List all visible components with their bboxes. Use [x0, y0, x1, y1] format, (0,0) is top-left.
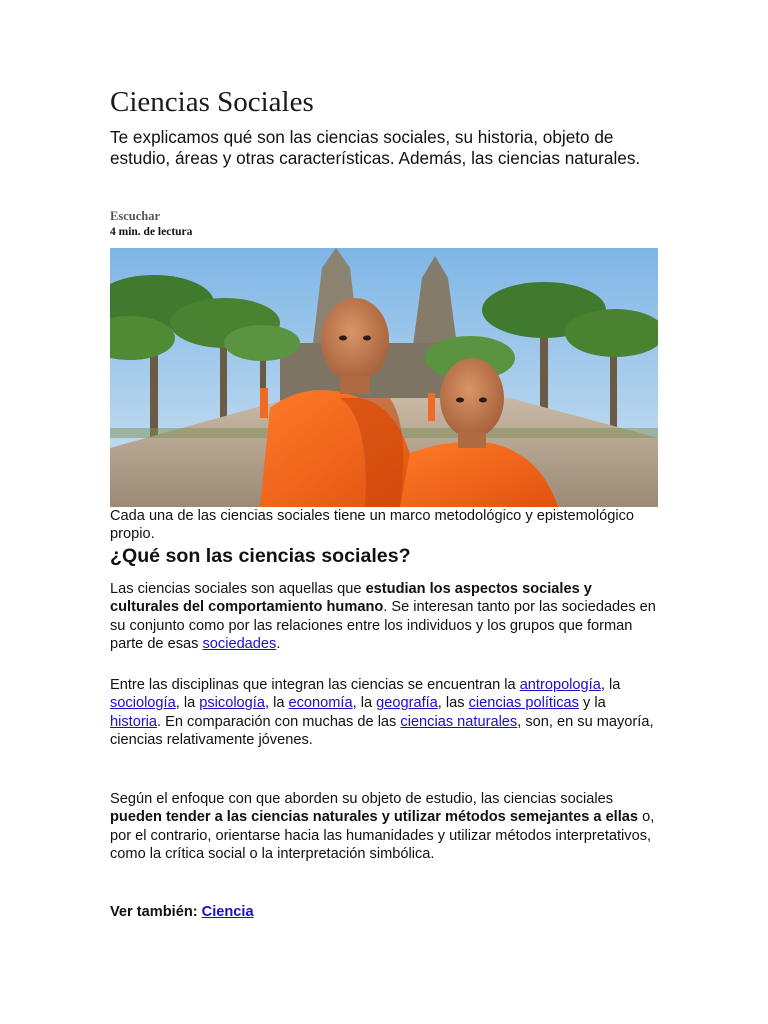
para2-text-8: . En comparación con muchas de las — [157, 713, 401, 730]
link-antropologia[interactable]: antropología — [519, 677, 601, 693]
see-also-label: Ver también: — [110, 904, 202, 920]
read-time: 4 min. de lectura — [110, 226, 193, 238]
link-ciencias-politicas[interactable]: ciencias políticas — [468, 695, 579, 712]
para1-text-2: . Se interesan tanto por las sociedades en su conjunto como por las relaciones entre los individuos y los grupos que forman parte de esas — [110, 599, 656, 652]
paragraph-1 — [110, 580, 658, 653]
link-historia[interactable]: historia — [110, 713, 158, 730]
link-geografia[interactable]: geografía — [376, 695, 438, 712]
para1-bold-1: estudian los aspectos sociales y culturales del comportamiento humano — [110, 581, 592, 616]
see-also — [110, 903, 658, 921]
para3-bold-1: pueden tender a las ciencias naturales y utilizar métodos semejantes a ellas — [110, 809, 639, 826]
para3-text-2: o, por el contrario, orientarse hacia las humanidades y utilizar métodos interpretativos, como la crítica social o la interpretación simbólica. — [110, 809, 655, 862]
link-economia[interactable]: economía — [288, 695, 353, 712]
link-ciencias-naturales[interactable]: ciencias naturales — [400, 713, 518, 730]
para2-text-4: , la — [264, 695, 289, 712]
paragraph-2 — [110, 676, 658, 749]
para2-text-2: , la — [600, 677, 621, 693]
para2-text-1: Entre las disciplinas que integran las ciencias se encuentran la — [110, 677, 520, 693]
listen-button[interactable]: Escuchar — [110, 209, 160, 223]
image-caption: Cada una de las ciencias sociales tiene un marco metodológico y epistemológico propio. — [110, 508, 635, 542]
para2-text-5: , la — [352, 695, 377, 712]
monks-at-temple-photo — [110, 248, 658, 507]
paragraph-3 — [110, 790, 658, 863]
para2-text-7: y la — [578, 695, 606, 712]
link-sociedades[interactable]: sociedades — [202, 635, 277, 652]
section-heading: ¿Qué son las ciencias sociales? — [110, 545, 411, 567]
article-subtitle: Te explicamos qué son las ciencias sociales, su historia, objeto de estudio, áreas y otras características. Además, las ciencias naturales. — [110, 127, 641, 168]
link-psicologia[interactable]: psicología — [199, 695, 265, 712]
para2-text-3: , la — [175, 695, 200, 712]
para2-text-9: , son, en su mayoría, ciencias relativamente jóvenes. — [110, 713, 654, 748]
link-ciencia[interactable]: Ciencia — [201, 904, 254, 920]
para3-text-1: Según el enfoque con que aborden su objeto de estudio, las ciencias sociales — [110, 791, 614, 807]
para1-text-3: . — [276, 635, 281, 652]
link-sociologia[interactable]: sociología — [110, 695, 176, 712]
para1-text-1: Las ciencias sociales son aquellas que — [110, 581, 366, 597]
para2-text-6: , las — [437, 695, 469, 712]
page-title: Ciencias Sociales — [110, 86, 314, 118]
article-photo — [110, 248, 658, 507]
